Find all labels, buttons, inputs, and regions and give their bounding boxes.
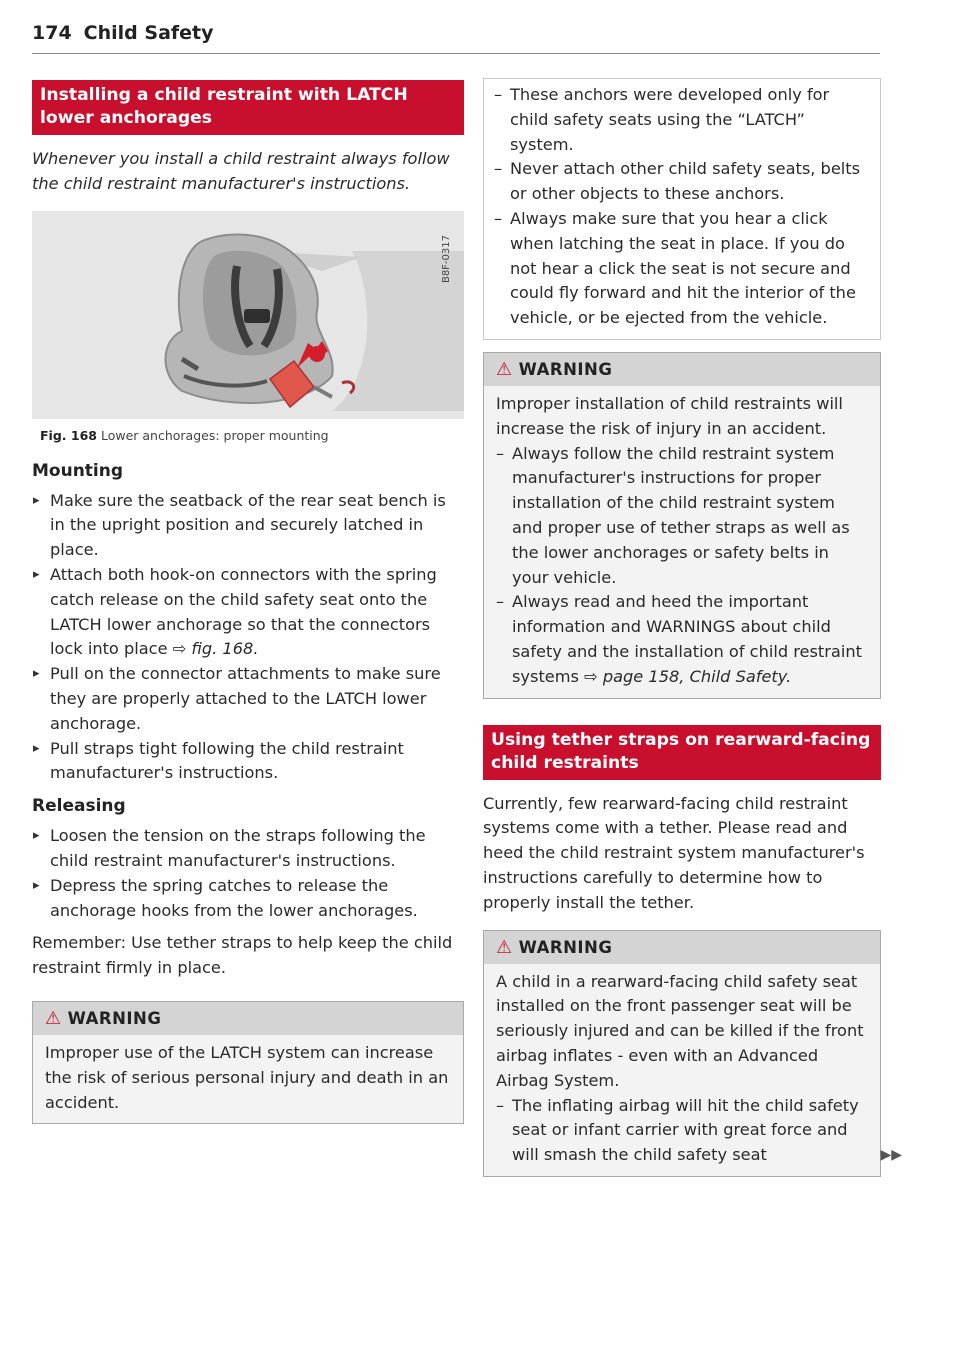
mounting-step: ▸ Make sure the seatback of the rear seat bench is in the upright position and securely latched in place.: [32, 489, 464, 563]
warning-items: [496, 442, 868, 690]
warning-title: WARNING: [518, 937, 613, 957]
warning-item-text: Always read and heed the important information and WARNINGS about child safety and the installation of child restraint systems: [512, 592, 862, 686]
section-title: Child Safety: [83, 22, 214, 44]
mounting-step: ▸ Pull on the connector attachments to make sure they are properly attached to the LATCH lower anchorage.: [32, 662, 464, 736]
mounting-steps: [32, 489, 464, 787]
installation-warning-box: [483, 352, 881, 699]
mounting-heading: Mounting: [32, 460, 124, 481]
mounting-step: ▸ Pull straps tight following the child restraint manufacturer's instructions.: [32, 737, 464, 787]
warning-triangle-icon: ⚠: [496, 358, 513, 380]
warning-header: [33, 1002, 463, 1035]
anchor-notes: [494, 83, 870, 331]
warning-triangle-icon: ⚠: [496, 936, 513, 958]
figure-caption-text: Lower anchorages: proper mounting: [100, 427, 329, 443]
anchor-note: – These anchors were developed only for child safety seats using the “LATCH” system.: [494, 83, 870, 157]
right-column: [483, 78, 902, 1177]
warning-item: [496, 590, 868, 689]
latch-warning-box: [32, 1001, 464, 1124]
child-seat-illustration-icon: [32, 211, 464, 419]
warning-body: [33, 1035, 463, 1123]
figure-168-link[interactable]: ⇨ fig. 168.: [172, 639, 259, 659]
warning-body: [484, 964, 880, 1176]
continued-arrow-icon: ▶▶: [880, 1147, 902, 1164]
tether-intro: Currently, few rearward-facing child restraint systems come with a tether. Please read and heed the child restraint system manufacturer's instructions carefully to determine how to properly install the tether.: [483, 793, 865, 912]
airbag-warning-box: [483, 930, 902, 1177]
latch-section-banner: Installing a child restraint with LATCH lower anchorages: [32, 80, 464, 135]
warning-triangle-icon: ⚠: [45, 1007, 62, 1029]
figure-label: Fig. 168: [40, 427, 97, 443]
figure-168: [32, 211, 464, 419]
left-column: [32, 80, 464, 1124]
figure-caption: [40, 427, 464, 445]
warning-title: WARNING: [67, 1008, 162, 1028]
warning-header: [484, 931, 880, 964]
anchor-note: – Never attach other child safety seats, belts or other objects to these anchors.: [494, 157, 870, 207]
latch-intro: Whenever you install a child restraint always follow the child restraint manufacturer's instructions.: [32, 149, 450, 193]
warning-header: [484, 353, 880, 386]
releasing-step: ▸ Depress the spring catches to release the anchorage hooks from the lower anchorages.: [32, 874, 464, 924]
tether-section-banner: Using tether straps on rearward-facing child restraints: [483, 725, 881, 780]
warning-text: Improper installation of child restraints will increase the risk of injury in an accident.: [496, 393, 843, 438]
warning-title: WARNING: [518, 359, 613, 379]
figure-code: B8F-0317: [441, 234, 453, 283]
mounting-step: [32, 563, 464, 662]
remember-note: Remember: Use tether straps to help keep the child restraint firmly in place.: [32, 933, 453, 978]
warning-text: A child in a rearward-facing child safety seat installed on the front passenger seat will be seriously injured and can be killed if the front airbag inflates - even with an Advanced Airbag System.: [496, 971, 864, 1090]
warning-body: [484, 386, 880, 698]
releasing-heading: Releasing: [32, 796, 126, 817]
page-number: 174: [32, 22, 72, 44]
warning-item: – Always follow the child restraint system manufacturer's instructions for proper installation of the child restraint system and proper use of tether straps as well as the lower anchorages or safety belts in your vehicle.: [496, 442, 868, 591]
mounting-step-text: Attach both hook-on connectors with the spring catch release on the child safety seat onto the LATCH lower anchorage so that the connectors lock into place: [50, 564, 437, 659]
warning-text: Improper use of the LATCH system can increase the risk of serious personal injury and death in an accident.: [45, 1042, 449, 1112]
releasing-steps: [32, 824, 464, 923]
releasing-step: ▸ Loosen the tension on the straps following the child restraint manufacturer's instructions.: [32, 824, 464, 874]
header-rule: [32, 53, 880, 54]
warning-items: [496, 1094, 868, 1168]
page-header: [32, 22, 214, 44]
anchor-note: – Always make sure that you hear a click when latching the seat in place. If you do not hear a click the seat is not secure and could fly forward and hit the interior of the vehicle, or be ejected from the vehicle.: [494, 207, 870, 331]
anchor-notes-box: [483, 78, 881, 340]
page-158-link[interactable]: ⇨ page 158, Child Safety.: [584, 666, 792, 686]
warning-item: – The inflating airbag will hit the child safety seat or infant carrier with great force and will smash the child safety seat: [496, 1094, 868, 1168]
